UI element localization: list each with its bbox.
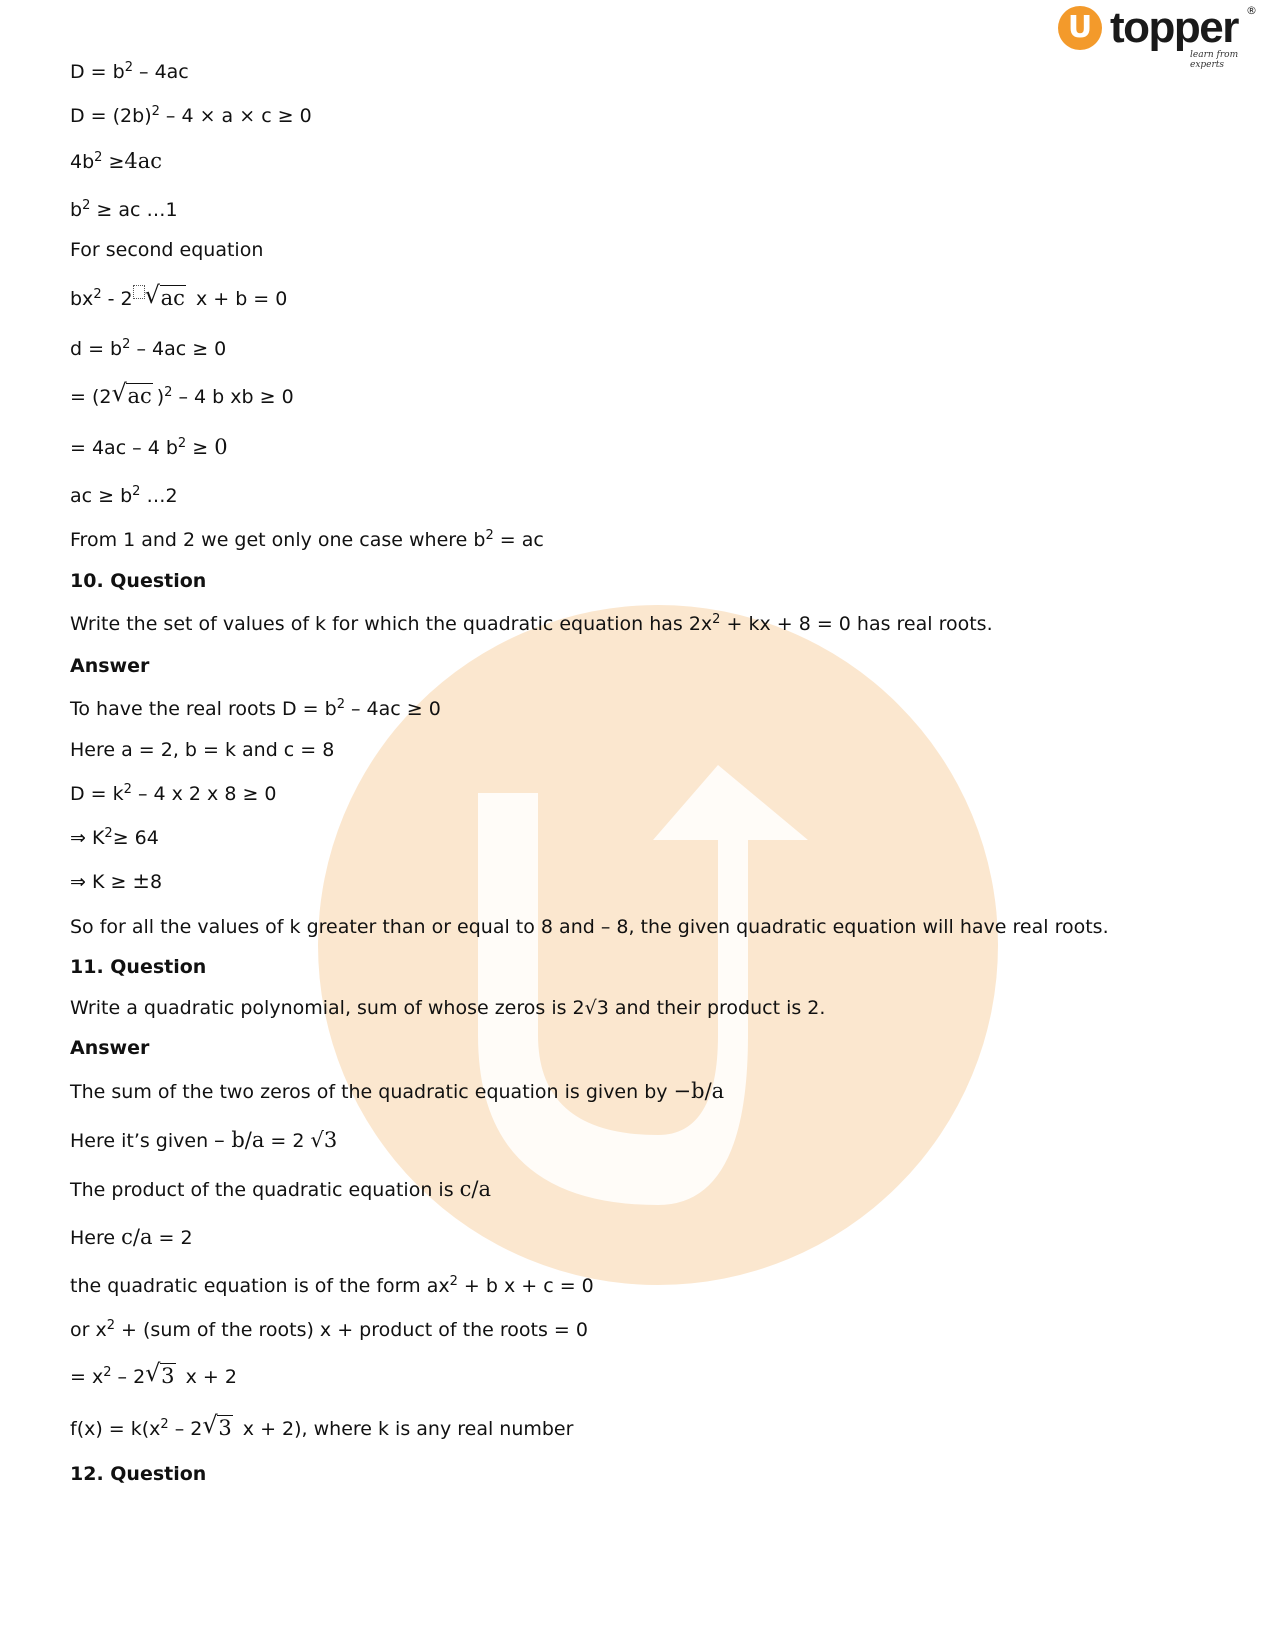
answer-11-line-1: The sum of the two zeros of the quadratic equation is given by −b/a	[70, 1079, 725, 1103]
eq-line-8: = (2√ ac )$^2$ – 4 b xb ≥ 0	[70, 384, 294, 409]
answer-10-line-4: ⇒ $K^2\ge 64$	[70, 826, 159, 849]
eq-line-6: $bx^2 - 2√$ ac x + b = 0	[70, 285, 287, 311]
eq-line-4: $b^2$ ≥ ac …1	[70, 198, 178, 221]
answer-11-line-4: Here c/a = 2	[70, 1225, 193, 1249]
answer-11-line-3: The product of the quadratic equation is c/a	[70, 1177, 491, 1201]
answer-11-heading: Answer	[70, 1037, 150, 1059]
eq-line-2: $D = (2b)^2 - 4 \times a \times c \ge 0$	[70, 104, 312, 127]
answer-11-line-5: the quadratic equation is of the form $ax^2 + b$ x + c = 0	[70, 1274, 594, 1297]
answer-10-line-5: ⇒ K ≥ ±8	[70, 869, 163, 893]
eq-line-9: = 4ac – 4 $b^2 \ge 0$	[70, 435, 228, 459]
eq-line-7: $d = b^2 - 4ac \ge 0$	[70, 337, 227, 360]
sqrt-3: √ 3	[202, 1416, 232, 1441]
answer-11-line-7: = $x^2 - 2√$ 3 x + 2	[70, 1364, 237, 1389]
sqrt-ac: √ ac	[145, 286, 186, 311]
question-11-text: Write a quadratic polynomial, sum of whose zeros is 2√3 and their product is 2.	[70, 997, 826, 1019]
answer-11-line-6: or $x^2 + (sum$ of the roots) x + product of the roots = 0	[70, 1318, 588, 1341]
eq-line-3: $4b^2 \ge 4ac$	[70, 149, 163, 173]
logo-wordmark: topper	[1110, 3, 1238, 52]
eq-line-11: From 1 and 2 we get only one case where $b^2$ = ac	[70, 528, 544, 551]
answer-10-line-6: So for all the values of k greater than or equal to 8 and – 8, the given quadratic equation will have real roots.	[70, 916, 1109, 938]
sqrt-ac: √ ac	[111, 384, 152, 409]
answer-10-heading: Answer	[70, 655, 150, 677]
answer-10-line-3: $D = k^2 - 4$ x 2 x 8 ≥ 0	[70, 782, 277, 805]
answer-10-line-1: To have the real roots $D = b^2 - 4ac \ge 0$	[70, 697, 441, 720]
missing-glyph-box	[133, 285, 145, 299]
answer-10-line-2: Here a = 2, b = k and c = 8	[70, 739, 335, 761]
question-12-heading: 12. Question	[70, 1463, 207, 1485]
text-line-5: For second equation	[70, 239, 264, 261]
eq-line-1: $D = b^2 - 4ac$	[70, 60, 189, 83]
question-10-heading: 10. Question	[70, 570, 207, 592]
logo-u-icon: U	[1058, 6, 1102, 50]
question-10-text: Write the set of values of k for which the quadratic equation has $2x^2$ + kx + 8 = 0 has real roots.	[70, 612, 993, 635]
sqrt-3: √ 3	[145, 1364, 175, 1389]
answer-11-line-8: $f(x) = k(x^2 - 2√$ 3 x + 2), where k is any real number	[70, 1416, 573, 1441]
topper-logo	[1058, 3, 1258, 70]
answer-11-line-2: Here it’s given – b/a = 2 √3	[70, 1128, 338, 1152]
logo-tagline: learn from experts	[1190, 50, 1239, 70]
question-11-heading: 11. Question	[70, 956, 207, 978]
registered-mark: ®	[1246, 4, 1257, 17]
eq-line-10: ac ≥ $b^2$ …2	[70, 484, 178, 507]
